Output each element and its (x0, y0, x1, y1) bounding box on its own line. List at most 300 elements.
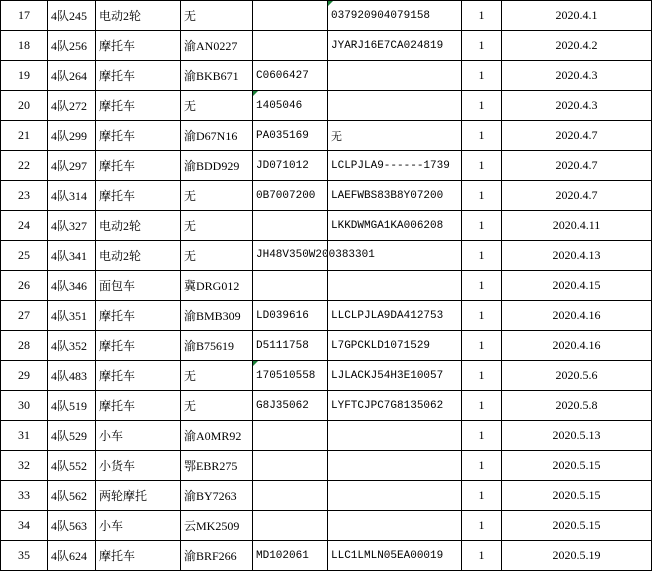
row-number-cell[interactable] (1, 151, 48, 181)
plate-number-cell[interactable] (181, 61, 253, 91)
vehicle-type-cell-text: 摩托车 (99, 309, 136, 323)
vehicle-type-cell[interactable] (96, 361, 181, 391)
team-id-cell-text: 4队563 (51, 519, 88, 533)
vehicle-type-cell-text: 电动2轮 (99, 249, 142, 263)
vin-cell[interactable] (328, 481, 462, 511)
team-id-cell[interactable] (48, 31, 96, 61)
table-row (1, 181, 652, 211)
vin-cell-text: L7GPCKLD1071529 (331, 339, 431, 352)
team-id-cell[interactable] (48, 421, 96, 451)
vin-cell[interactable] (328, 31, 462, 61)
vin-cell-text: LYFTCJPC7G8135062 (331, 399, 444, 412)
team-id-cell[interactable] (48, 181, 96, 211)
quantity-cell[interactable] (462, 91, 502, 121)
team-id-cell[interactable] (48, 481, 96, 511)
vehicle-type-cell[interactable] (96, 31, 181, 61)
vehicle-type-cell[interactable] (96, 241, 181, 271)
date-cell-text: 2020.5.15 (552, 458, 601, 472)
plate-number-cell[interactable] (181, 511, 253, 541)
plate-number-cell[interactable] (181, 31, 253, 61)
vin-cell[interactable] (328, 181, 462, 211)
engine-number-cell-text: MD102061 (256, 549, 309, 562)
vehicle-type-cell-text: 面包车 (99, 279, 136, 293)
vin-cell-text: LJLACKJ54H3E10057 (331, 369, 444, 382)
vin-cell[interactable] (328, 271, 462, 301)
vehicle-type-cell[interactable] (96, 91, 181, 121)
engine-number-cell-text: G8J35062 (256, 399, 309, 412)
engine-number-cell[interactable] (253, 151, 328, 181)
table-body (1, 1, 652, 571)
team-id-cell-text: 4队272 (51, 99, 88, 113)
engine-number-cell[interactable] (253, 481, 328, 511)
team-id-cell-text: 4队346 (51, 279, 88, 293)
date-cell-text: 2020.4.2 (555, 38, 598, 52)
date-cell-text: 2020.4.13 (552, 248, 601, 262)
quantity-cell-text: 1 (478, 338, 485, 352)
plate-number-cell[interactable] (181, 1, 253, 31)
vin-cell[interactable] (328, 121, 462, 151)
team-id-cell[interactable] (48, 241, 96, 271)
vehicle-type-cell-text: 摩托车 (99, 549, 136, 563)
date-cell[interactable] (502, 301, 652, 331)
row-number-cell-text: 33 (18, 488, 30, 502)
engine-number-cell-text: JD071012 (256, 159, 309, 172)
date-cell-text: 2020.4.1 (555, 8, 598, 22)
quantity-cell-text: 1 (478, 188, 485, 202)
row-number-cell[interactable] (1, 31, 48, 61)
vin-cell[interactable] (328, 91, 462, 121)
plate-number-cell-text: 无 (184, 369, 197, 383)
vin-cell-text: LKKDWMGA1KA006208 (331, 219, 444, 232)
engine-number-cell[interactable] (253, 301, 328, 331)
row-number-cell-text: 21 (18, 128, 30, 142)
quantity-cell[interactable] (462, 181, 502, 211)
vin-cell[interactable] (328, 331, 462, 361)
engine-number-cell[interactable] (253, 91, 328, 121)
plate-number-cell[interactable] (181, 421, 253, 451)
vin-cell-text: LLC1LMLN05EA00019 (331, 549, 444, 562)
date-cell[interactable] (502, 121, 652, 151)
vin-cell-text: LLCLPJLA9DA412753 (331, 309, 444, 322)
quantity-cell[interactable] (462, 331, 502, 361)
quantity-cell-text: 1 (478, 458, 485, 472)
plate-number-cell-text: 无 (184, 219, 197, 233)
plate-number-cell-text: 无 (184, 189, 197, 203)
vehicle-type-cell[interactable] (96, 211, 181, 241)
vehicle-type-cell[interactable] (96, 331, 181, 361)
team-id-cell[interactable] (48, 211, 96, 241)
team-id-cell[interactable] (48, 391, 96, 421)
row-number-cell[interactable] (1, 61, 48, 91)
team-id-cell-text: 4队245 (51, 9, 88, 23)
engine-number-cell-text: C0606427 (256, 69, 309, 82)
team-id-cell-text: 4队529 (51, 429, 88, 443)
date-cell[interactable] (502, 451, 652, 481)
engine-number-cell[interactable] (253, 271, 328, 301)
vin-cell[interactable] (328, 241, 462, 271)
engine-number-cell[interactable] (253, 511, 328, 541)
date-cell-text: 2020.5.15 (552, 518, 601, 532)
row-number-cell[interactable] (1, 451, 48, 481)
row-number-cell-text: 30 (18, 398, 30, 412)
quantity-cell-text: 1 (478, 38, 485, 52)
date-cell[interactable] (502, 271, 652, 301)
date-cell-text: 2020.5.13 (552, 428, 601, 442)
quantity-cell-text: 1 (478, 218, 485, 232)
row-number-cell[interactable] (1, 211, 48, 241)
table-row (1, 511, 652, 541)
team-id-cell-text: 4队552 (51, 459, 88, 473)
plate-number-cell-text: 渝AN0227 (184, 39, 238, 53)
date-cell[interactable] (502, 91, 652, 121)
plate-number-cell[interactable] (181, 241, 253, 271)
row-number-cell-text: 20 (18, 98, 30, 112)
vin-cell[interactable] (328, 151, 462, 181)
vehicle-type-cell-text: 摩托车 (99, 189, 136, 203)
row-number-cell[interactable] (1, 541, 48, 571)
row-number-cell-text: 27 (18, 308, 30, 322)
vin-cell-text: 037920904079158 (331, 9, 431, 22)
row-number-cell-text: 18 (18, 38, 30, 52)
row-number-cell[interactable] (1, 511, 48, 541)
engine-number-cell[interactable] (253, 211, 328, 241)
vehicle-type-cell-text: 两轮摩托 (99, 489, 148, 503)
quantity-cell-text: 1 (478, 428, 485, 442)
row-number-cell[interactable] (1, 121, 48, 151)
date-cell[interactable] (502, 241, 652, 271)
date-cell[interactable] (502, 511, 652, 541)
engine-number-cell-text: PA035169 (256, 129, 309, 142)
plate-number-cell[interactable] (181, 331, 253, 361)
quantity-cell[interactable] (462, 481, 502, 511)
team-id-cell[interactable] (48, 1, 96, 31)
row-number-cell-text: 28 (18, 338, 30, 352)
quantity-cell[interactable] (462, 1, 502, 31)
team-id-cell-text: 4队327 (51, 219, 88, 233)
quantity-cell-text: 1 (478, 518, 485, 532)
vehicle-type-cell-text: 摩托车 (99, 339, 136, 353)
table-row (1, 121, 652, 151)
row-number-cell[interactable] (1, 481, 48, 511)
plate-number-cell[interactable] (181, 541, 253, 571)
engine-number-cell[interactable] (253, 331, 328, 361)
plate-number-cell-text: 渝D67N16 (184, 129, 238, 143)
date-cell[interactable] (502, 391, 652, 421)
vehicle-type-cell-text: 摩托车 (99, 159, 136, 173)
engine-number-cell[interactable] (253, 541, 328, 571)
plate-number-cell[interactable] (181, 121, 253, 151)
engine-number-cell[interactable] (253, 361, 328, 391)
row-number-cell[interactable] (1, 301, 48, 331)
vehicle-type-cell-text: 小货车 (99, 459, 136, 473)
date-cell[interactable] (502, 211, 652, 241)
vehicle-type-cell[interactable] (96, 1, 181, 31)
vehicle-type-cell[interactable] (96, 451, 181, 481)
engine-number-cell[interactable] (253, 391, 328, 421)
date-cell[interactable] (502, 481, 652, 511)
engine-number-cell-text: D5111758 (256, 339, 309, 352)
team-id-cell[interactable] (48, 331, 96, 361)
team-id-cell[interactable] (48, 361, 96, 391)
vehicle-type-cell-text: 小车 (99, 429, 124, 443)
team-id-cell-text: 4队314 (51, 189, 88, 203)
row-number-cell[interactable] (1, 241, 48, 271)
cell-marker-icon (253, 91, 258, 96)
table-row (1, 61, 652, 91)
engine-number-cell-text: LD039616 (256, 309, 309, 322)
team-id-cell[interactable] (48, 301, 96, 331)
date-cell[interactable] (502, 61, 652, 91)
team-id-cell[interactable] (48, 91, 96, 121)
vehicle-type-cell[interactable] (96, 181, 181, 211)
quantity-cell-text: 1 (478, 128, 485, 142)
date-cell-text: 2020.5.15 (552, 488, 601, 502)
plate-number-cell[interactable] (181, 391, 253, 421)
vehicle-type-cell-text: 摩托车 (99, 99, 136, 113)
vehicle-type-cell[interactable] (96, 61, 181, 91)
plate-number-cell[interactable] (181, 451, 253, 481)
date-cell[interactable] (502, 421, 652, 451)
vin-cell[interactable] (328, 361, 462, 391)
date-cell-text: 2020.4.7 (555, 158, 598, 172)
team-id-cell[interactable] (48, 121, 96, 151)
plate-number-cell[interactable] (181, 481, 253, 511)
row-number-cell[interactable] (1, 271, 48, 301)
engine-number-cell-text: 1405046 (256, 99, 303, 112)
date-cell[interactable] (502, 181, 652, 211)
row-number-cell-text: 23 (18, 188, 30, 202)
row-number-cell[interactable] (1, 91, 48, 121)
quantity-cell[interactable] (462, 511, 502, 541)
row-number-cell[interactable] (1, 421, 48, 451)
quantity-cell[interactable] (462, 271, 502, 301)
row-number-cell-text: 22 (18, 158, 30, 172)
date-cell-text: 2020.4.3 (555, 68, 598, 82)
table-row (1, 91, 652, 121)
plate-number-cell[interactable] (181, 301, 253, 331)
plate-number-cell-text: 渝A0MR92 (184, 429, 242, 443)
vin-cell[interactable] (328, 541, 462, 571)
quantity-cell[interactable] (462, 121, 502, 151)
team-id-cell-text: 4队299 (51, 129, 88, 143)
date-cell[interactable] (502, 361, 652, 391)
team-id-cell-text: 4队341 (51, 249, 88, 263)
engine-number-cell-text: 0B7007200 (256, 189, 316, 202)
team-id-cell-text: 4队562 (51, 489, 88, 503)
plate-number-cell-text: 无 (184, 9, 197, 23)
table-row (1, 481, 652, 511)
quantity-cell-text: 1 (478, 278, 485, 292)
engine-number-cell[interactable] (253, 121, 328, 151)
team-id-cell[interactable] (48, 151, 96, 181)
row-number-cell-text: 31 (18, 428, 30, 442)
plate-number-cell-text: 鄂EBR275 (184, 459, 238, 473)
quantity-cell[interactable] (462, 361, 502, 391)
table-row (1, 421, 652, 451)
row-number-cell-text: 32 (18, 458, 30, 472)
quantity-cell[interactable] (462, 61, 502, 91)
vin-cell[interactable] (328, 391, 462, 421)
quantity-cell[interactable] (462, 541, 502, 571)
date-cell-text: 2020.4.7 (555, 188, 598, 202)
date-cell-text: 2020.5.6 (555, 368, 598, 382)
vehicle-type-cell[interactable] (96, 151, 181, 181)
team-id-cell[interactable] (48, 61, 96, 91)
vehicle-type-cell-text: 摩托车 (99, 369, 136, 383)
table-row (1, 211, 652, 241)
engine-number-cell[interactable] (253, 61, 328, 91)
vin-cell[interactable] (328, 61, 462, 91)
vehicle-type-cell[interactable] (96, 511, 181, 541)
date-cell-text: 2020.4.11 (552, 218, 601, 232)
quantity-cell[interactable] (462, 211, 502, 241)
date-cell[interactable] (502, 541, 652, 571)
quantity-cell[interactable] (462, 241, 502, 271)
plate-number-cell-text: 无 (184, 249, 197, 263)
vehicle-type-cell-text: 电动2轮 (99, 219, 142, 233)
quantity-cell-text: 1 (478, 398, 485, 412)
plate-number-cell-text: 渝BDD929 (184, 159, 240, 173)
vehicle-type-cell[interactable] (96, 121, 181, 151)
engine-number-cell[interactable] (253, 421, 328, 451)
quantity-cell-text: 1 (478, 248, 485, 262)
quantity-cell-text: 1 (478, 98, 485, 112)
engine-number-cell-text: 170510558 (256, 369, 316, 382)
vin-cell-text: 无 (331, 131, 342, 144)
plate-number-cell-text: 渝BMB309 (184, 309, 241, 323)
engine-number-cell-text: JH48V350W200383301 (256, 249, 375, 261)
vin-cell[interactable] (328, 1, 462, 31)
vin-cell-text: LCLPJLA9------1739 (331, 159, 450, 172)
plate-number-cell-text: 渝BKB671 (184, 69, 239, 83)
date-cell-text: 2020.4.16 (552, 338, 601, 352)
plate-number-cell-text: 渝BY7263 (184, 489, 237, 503)
plate-number-cell-text: 无 (184, 99, 197, 113)
plate-number-cell[interactable] (181, 91, 253, 121)
vehicle-type-cell[interactable] (96, 421, 181, 451)
vin-cell[interactable] (328, 421, 462, 451)
date-cell-text: 2020.4.7 (555, 128, 598, 142)
table-row (1, 301, 652, 331)
quantity-cell-text: 1 (478, 548, 485, 562)
date-cell-text: 2020.5.19 (552, 548, 601, 562)
row-number-cell[interactable] (1, 1, 48, 31)
vehicle-type-cell-text: 电动2轮 (99, 9, 142, 23)
date-cell-text: 2020.4.16 (552, 308, 601, 322)
quantity-cell[interactable] (462, 391, 502, 421)
vehicle-type-cell-text: 小车 (99, 519, 124, 533)
vin-cell[interactable] (328, 451, 462, 481)
date-cell-text: 2020.4.15 (552, 278, 601, 292)
row-number-cell[interactable] (1, 391, 48, 421)
vehicle-type-cell[interactable] (96, 391, 181, 421)
date-cell[interactable] (502, 331, 652, 361)
plate-number-cell[interactable] (181, 271, 253, 301)
plate-number-cell-text: 渝BRF266 (184, 549, 237, 563)
quantity-cell[interactable] (462, 451, 502, 481)
team-id-cell-text: 4队351 (51, 309, 88, 323)
quantity-cell[interactable] (462, 301, 502, 331)
plate-number-cell[interactable] (181, 181, 253, 211)
plate-number-cell[interactable] (181, 211, 253, 241)
table-row (1, 1, 652, 31)
row-number-cell-text: 25 (18, 248, 30, 262)
quantity-cell-text: 1 (478, 158, 485, 172)
plate-number-cell-text: 无 (184, 399, 197, 413)
quantity-cell-text: 1 (478, 368, 485, 382)
table-row (1, 331, 652, 361)
team-id-cell[interactable] (48, 271, 96, 301)
quantity-cell-text: 1 (478, 488, 485, 502)
date-cell[interactable] (502, 151, 652, 181)
team-id-cell-text: 4队519 (51, 399, 88, 413)
team-id-cell-text: 4队297 (51, 159, 88, 173)
row-number-cell-text: 34 (18, 518, 30, 532)
engine-number-cell[interactable] (253, 31, 328, 61)
date-cell-text: 2020.4.3 (555, 98, 598, 112)
team-id-cell[interactable] (48, 541, 96, 571)
engine-number-cell[interactable] (253, 181, 328, 211)
engine-number-cell[interactable] (253, 1, 328, 31)
quantity-cell[interactable] (462, 31, 502, 61)
row-number-cell-text: 17 (18, 8, 30, 22)
vehicle-type-cell[interactable] (96, 541, 181, 571)
team-id-cell-text: 4队264 (51, 69, 88, 83)
vehicle-type-cell[interactable] (96, 301, 181, 331)
quantity-cell[interactable] (462, 421, 502, 451)
team-id-cell[interactable] (48, 511, 96, 541)
vehicle-type-cell[interactable] (96, 271, 181, 301)
table-row (1, 451, 652, 481)
quantity-cell-text: 1 (478, 68, 485, 82)
quantity-cell-text: 1 (478, 8, 485, 22)
vehicle-type-cell-text: 摩托车 (99, 399, 136, 413)
row-number-cell-text: 19 (18, 68, 30, 82)
row-number-cell-text: 35 (18, 548, 30, 562)
vin-cell-text: JYARJ16E7CA024819 (331, 39, 444, 52)
plate-number-cell[interactable] (181, 361, 253, 391)
date-cell-text: 2020.5.8 (555, 398, 598, 412)
table-row (1, 271, 652, 301)
date-cell[interactable] (502, 1, 652, 31)
row-number-cell-text: 29 (18, 368, 30, 382)
date-cell[interactable] (502, 31, 652, 61)
row-number-cell[interactable] (1, 361, 48, 391)
table-row (1, 361, 652, 391)
plate-number-cell-text: 云MK2509 (184, 519, 240, 533)
engine-number-cell[interactable] (253, 451, 328, 481)
row-number-cell[interactable] (1, 331, 48, 361)
row-number-cell-text: 24 (18, 218, 30, 232)
engine-number-cell[interactable] (253, 241, 375, 271)
row-number-cell[interactable] (1, 181, 48, 211)
vin-cell[interactable] (328, 511, 462, 541)
table-row (1, 241, 652, 271)
table-row (1, 541, 652, 571)
table-row (1, 151, 652, 181)
vin-cell[interactable] (328, 211, 462, 241)
team-id-cell-text: 4队483 (51, 369, 88, 383)
row-number-cell-text: 26 (18, 278, 30, 292)
team-id-cell-text: 4队624 (51, 549, 88, 563)
vehicle-type-cell[interactable] (96, 481, 181, 511)
cell-marker-icon (253, 361, 258, 366)
plate-number-cell[interactable] (181, 151, 253, 181)
vehicle-type-cell-text: 摩托车 (99, 69, 136, 83)
quantity-cell[interactable] (462, 151, 502, 181)
team-id-cell[interactable] (48, 451, 96, 481)
vin-cell[interactable] (328, 301, 462, 331)
